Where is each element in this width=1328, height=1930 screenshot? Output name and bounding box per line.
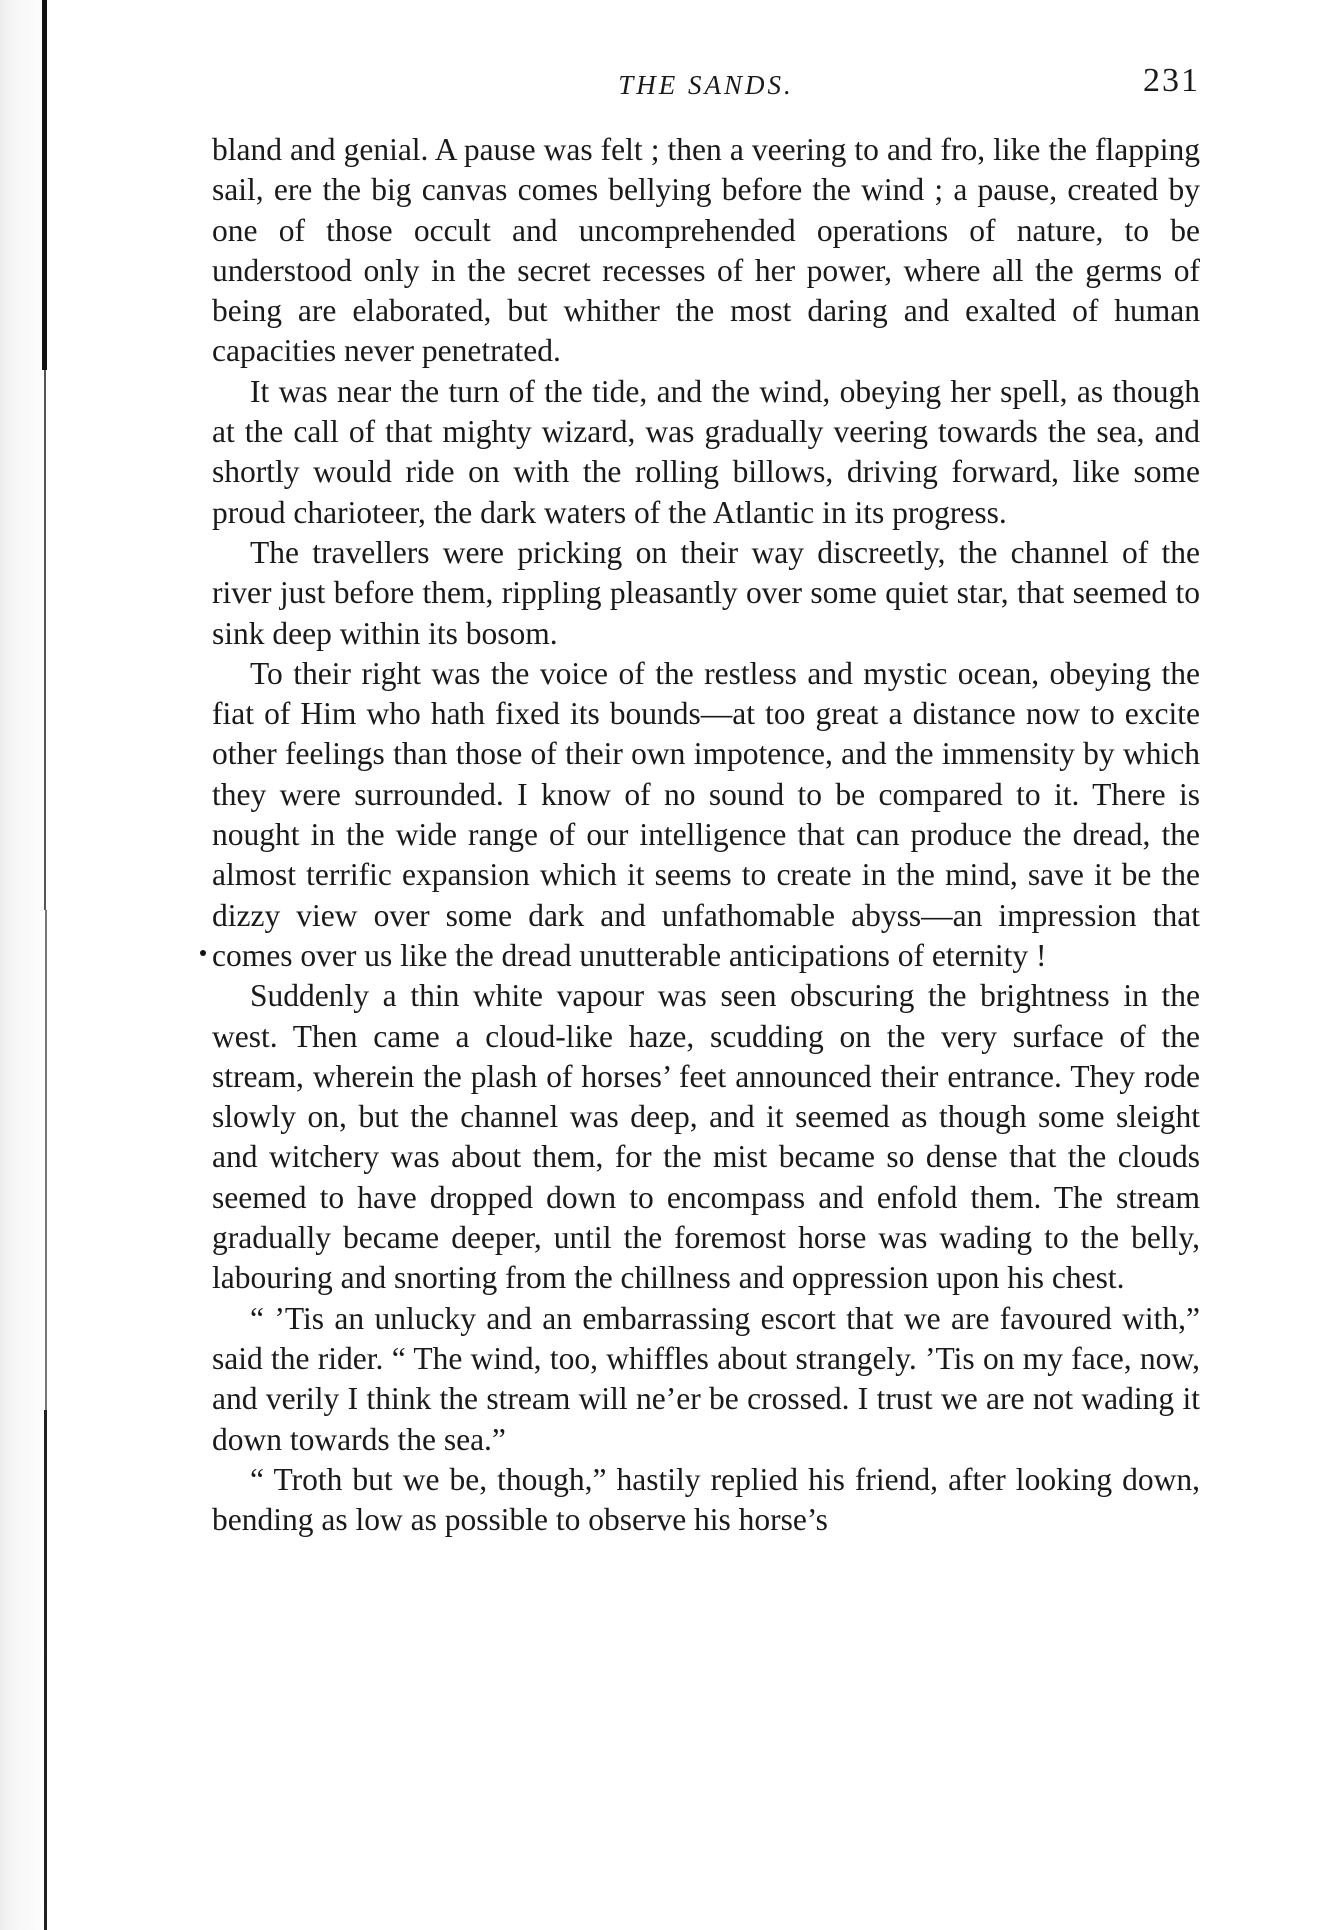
binding-gutter bbox=[0, 0, 60, 1930]
body-text bbox=[212, 130, 1200, 1540]
running-title: THE SANDS. bbox=[618, 70, 794, 100]
binding-edge-line bbox=[45, 910, 47, 1410]
ink-speck bbox=[200, 950, 206, 956]
binding-edge-line bbox=[44, 370, 46, 910]
paragraph: “ ’Tis an unlucky and an embarrassing escort that we are favoured with,” said the rider. “ The wind, too, whiffles about strangely. ’Tis on my face, now, and verily I think the stream will ne’er be crossed. I trust we are not wading it down towards the sea.” bbox=[212, 1300, 1200, 1457]
paragraph: To their right was the voice of the restless and mystic ocean, obeying the fiat of Him who hath fixed its bounds—at too great a distance now to excite other feelings than those of their own impotence, and the immensity by which they were surrounded. I know of no sound to be compared to it. There is nought in the wide range of our intelligence that can produce the dread, the almost terrific expansion which it seems to create in the mind, save it be the dizzy view over some dark and unfathomable abyss—an impression that comes over us like the dread unutterable anticipations of eternity ! bbox=[212, 655, 1200, 973]
paragraph: The travellers were pricking on their way discreetly, the channel of the river just before them, rippling pleasantly over some quiet star, that seemed to sink deep within its bosom. bbox=[212, 534, 1200, 651]
binding-edge-line bbox=[42, 0, 47, 370]
binding-edge-line bbox=[44, 1410, 47, 1930]
page-number: 231 bbox=[1143, 62, 1200, 99]
paragraph: It was near the turn of the tide, and the wind, obeying her spell, as though at the call of that mighty wizard, was gradually veering towards the sea, and shortly would ride on with the rolling billows, driving forward, like some proud charioteer, the dark waters of the Atlantic in its progress. bbox=[212, 373, 1200, 530]
paragraph: “ Troth but we be, though,” hastily replied his friend, after looking down, bending as low as possible to observe his horse’s bbox=[212, 1461, 1200, 1538]
page-header bbox=[212, 62, 1200, 106]
paragraph: bland and genial. A pause was felt ; then a veering to and fro, like the flapping sail, ere the big canvas comes bellying before the wind ; a pause, created by one of those occult and uncomprehended operations of nature, to be understood only in the secret recesses of her power, where all the germs of being are elaborated, but whither the most daring and exalted of human capacities never penetrated. bbox=[212, 132, 1200, 369]
paragraph: Suddenly a thin white vapour was seen obscuring the brightness in the west. Then came a cloud-like haze, scudding on the very surface of the stream, wherein the plash of horses’ feet announced their entrance. They rode slowly on, but the channel was deep, and it seemed as though some sleight and witchery was about them, for the mist became so dense that the clouds seemed to have dropped down to encompass and enfold them. The stream gradually became deeper, until the foremost horse was wading to the belly, labouring and snorting from the chillness and oppression upon his chest. bbox=[212, 978, 1200, 1296]
